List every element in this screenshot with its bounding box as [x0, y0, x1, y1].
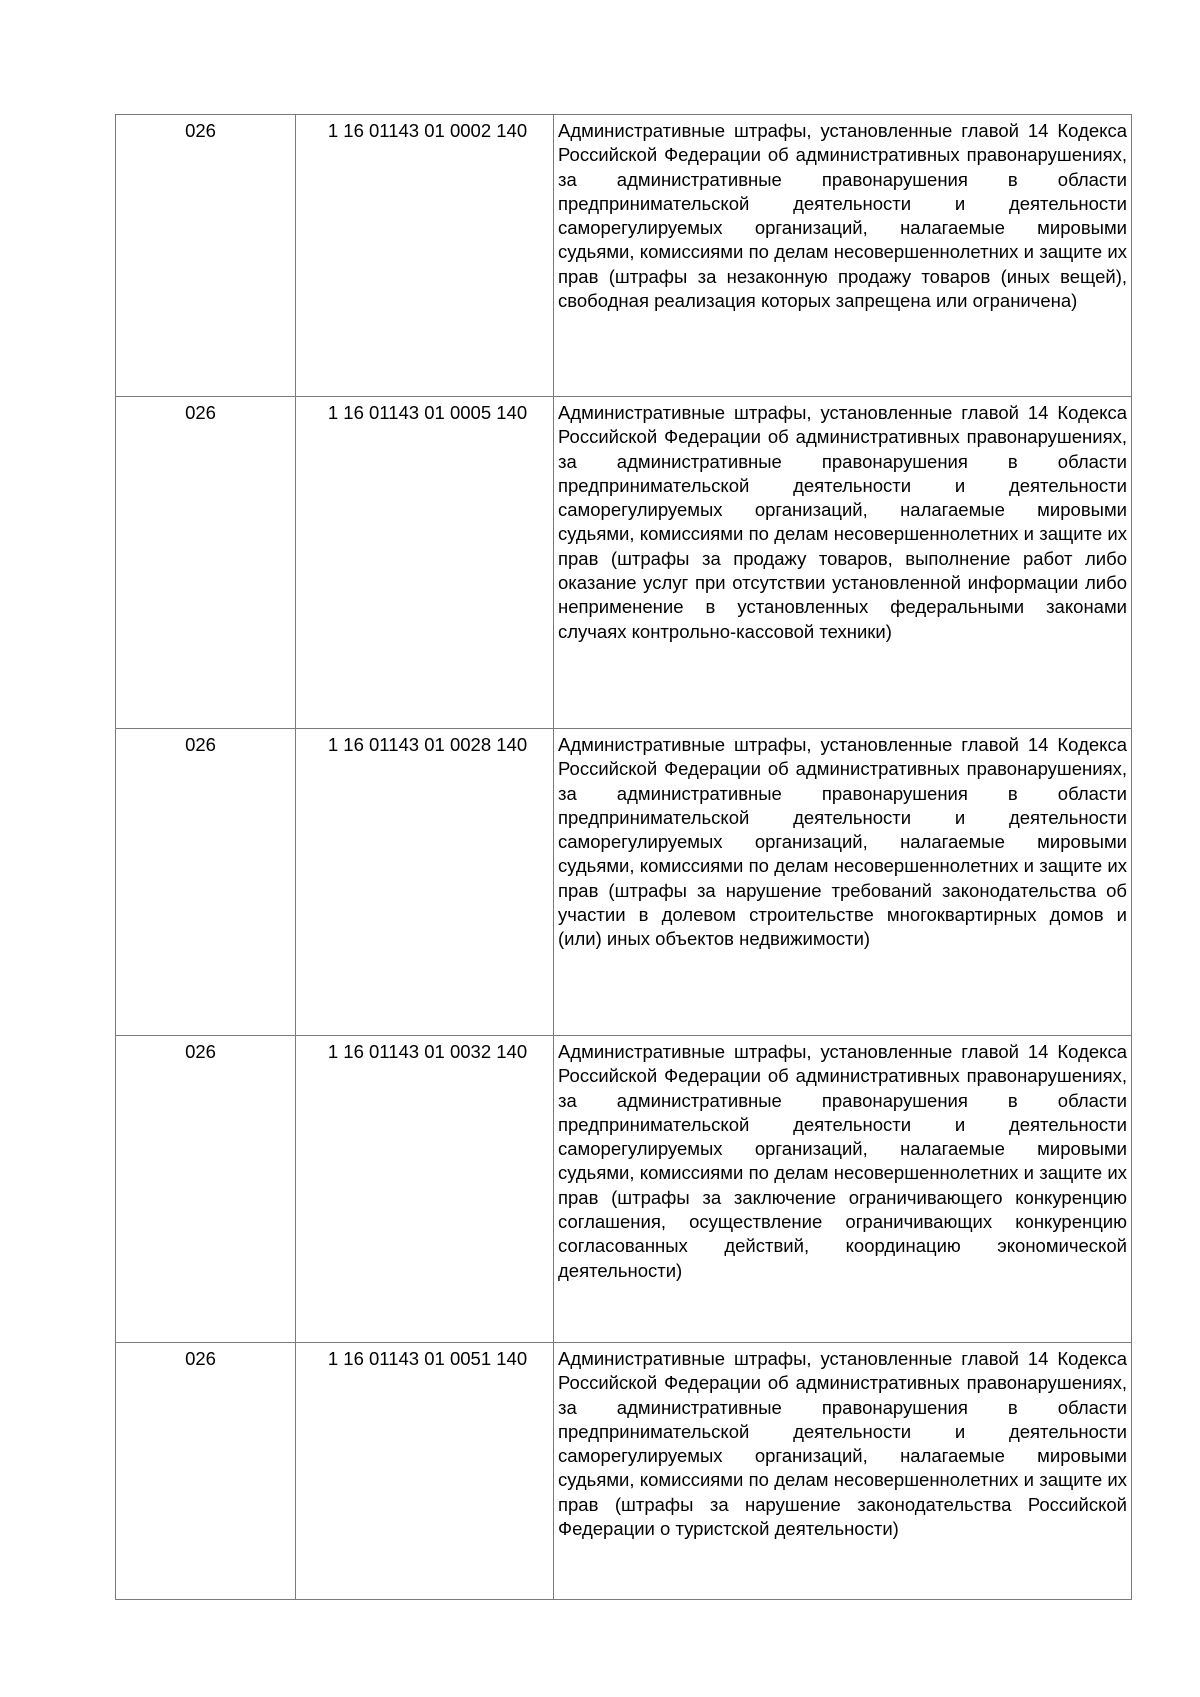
- admin-code-cell: 026: [116, 1343, 296, 1600]
- description-cell: Административные штрафы, установленные главой 14 Кодекса Российской Федерации об административных правонарушениях, за административные правонарушения в области предпринимательской деятельности и деятельности саморегулируемых организаций, налагаемые мировыми судьями, комиссиями по делам несовершеннолетних и защите их прав (штрафы за заключение ограничивающего конкуренцию соглашения, осуществление ограничивающих конкуренцию согласованных действий, координацию экономической деятельности): [554, 1036, 1132, 1343]
- admin-code-cell: 026: [116, 397, 296, 729]
- description-cell: Административные штрафы, установленные главой 14 Кодекса Российской Федерации об административных правонарушениях, за административные правонарушения в области предпринимательской деятельности и деятельности саморегулируемых организаций, налагаемые мировыми судьями, комиссиями по делам несовершеннолетних и защите их прав (штрафы за нарушение законодательства Российской Федерации о туристской деятельности): [554, 1343, 1132, 1600]
- description-cell: Административные штрафы, установленные главой 14 Кодекса Российской Федерации об административных правонарушениях, за административные правонарушения в области предпринимательской деятельности и деятельности саморегулируемых организаций, налагаемые мировыми судьями, комиссиями по делам несовершеннолетних и защите их прав (штрафы за незаконную продажу товаров (иных вещей), свободная реализация которых запрещена или ограничена): [554, 115, 1132, 397]
- table-row: [116, 397, 1132, 729]
- description-cell: Административные штрафы, установленные главой 14 Кодекса Российской Федерации об административных правонарушениях, за административные правонарушения в области предпринимательской деятельности и деятельности саморегулируемых организаций, налагаемые мировыми судьями, комиссиями по делам несовершеннолетних и защите их прав (штрафы за продажу товаров, выполнение работ либо оказание услуг при отсутствии установленной информации либо неприменение в установленных федеральными законами случаях контрольно-кассовой техники): [554, 397, 1132, 729]
- table-row: [116, 1036, 1132, 1343]
- kbk-code-cell: 1 16 01143 01 0032 140: [296, 1036, 554, 1343]
- table-row: [116, 729, 1132, 1036]
- fines-table: [115, 114, 1132, 1600]
- admin-code-cell: 026: [116, 729, 296, 1036]
- description-cell: Административные штрафы, установленные главой 14 Кодекса Российской Федерации об административных правонарушениях, за административные правонарушения в области предпринимательской деятельности и деятельности саморегулируемых организаций, налагаемые мировыми судьями, комиссиями по делам несовершеннолетних и защите их прав (штрафы за нарушение требований законодательства об участии в долевом строительстве многоквартирных домов и (или) иных объектов недвижимости): [554, 729, 1132, 1036]
- kbk-code-cell: 1 16 01143 01 0002 140: [296, 115, 554, 397]
- admin-code-cell: 026: [116, 115, 296, 397]
- kbk-code-cell: 1 16 01143 01 0005 140: [296, 397, 554, 729]
- kbk-code-cell: 1 16 01143 01 0028 140: [296, 729, 554, 1036]
- admin-code-cell: 026: [116, 1036, 296, 1343]
- table-row: [116, 1343, 1132, 1600]
- kbk-code-cell: 1 16 01143 01 0051 140: [296, 1343, 554, 1600]
- table-row: [116, 115, 1132, 397]
